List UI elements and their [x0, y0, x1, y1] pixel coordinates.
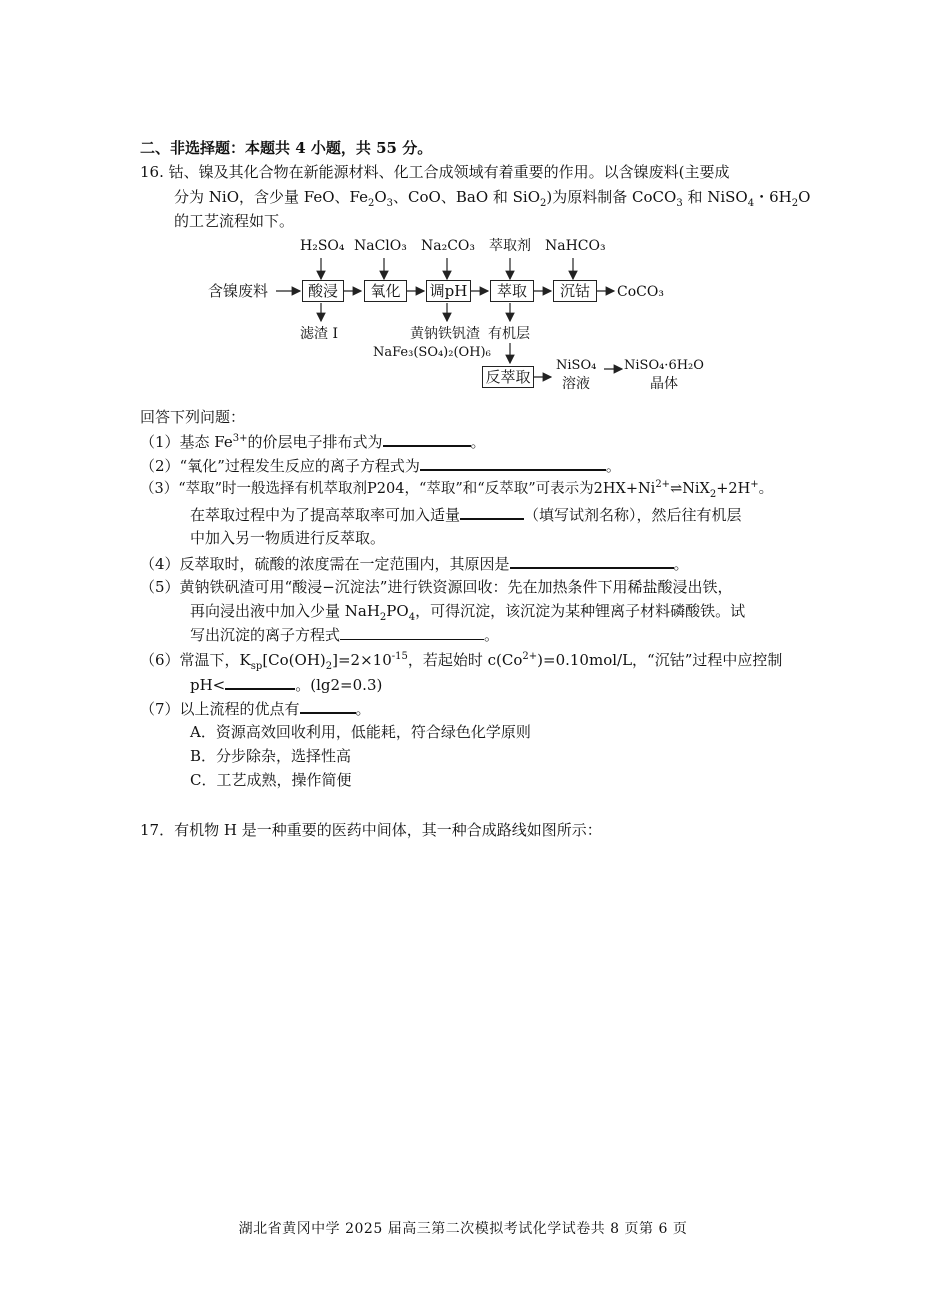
page-footer: 湖北省黄冈中学 2025 届高三第二次模拟考试化学试卷共 8 页第 6 页: [238, 1221, 688, 1237]
q16-sub5-line-3: 写出沉淀的离子方程式 。: [190, 626, 500, 644]
flow-step-back-extract: 反萃取: [482, 366, 534, 388]
flow-step-oxidize: 氧化: [364, 280, 407, 302]
answer-blank-1[interactable]: [383, 431, 471, 447]
q16-sub3-line-2: 在萃取过程中为了提高萃取率可加入适量 （填写试剂名称），然后往有机层: [190, 506, 742, 524]
q16-number: 16.: [140, 163, 164, 181]
answer-blank-5[interactable]: [340, 625, 484, 640]
niso4-solution-top: NiSO₄: [556, 358, 597, 373]
niso4-crystal-top: NiSO₄·6H₂O: [624, 358, 704, 373]
q16-sub7: （7）以上流程的优点有 。: [140, 700, 371, 718]
q16-sub5-line-1: （5）黄钠铁矾渣可用“酸浸−沉淀法”进行铁资源回收：先在加热条件下用稀盐酸浸出铁，: [140, 578, 733, 596]
answer-blank-7[interactable]: [300, 698, 356, 714]
flow-step-extract: 萃取: [490, 280, 534, 302]
waste-jarosite: 黄钠铁钒渣: [410, 326, 480, 342]
answer-blank-6[interactable]: [225, 674, 295, 690]
organic-layer: 有机层: [488, 326, 530, 342]
product-coco3: CoCO₃: [617, 284, 664, 300]
answer-prompt: 回答下列问题：: [140, 408, 246, 426]
q16-sub1: （1）基态 $Fe^{3+}$的价层电子排布式为 。: [140, 433, 486, 451]
niso4-solution-bottom: 溶液: [562, 376, 590, 392]
answer-blank-3[interactable]: [460, 504, 524, 520]
waste-residue-1: 滤渣 I: [300, 326, 338, 342]
reagent-na2co3: Na₂CO₃: [421, 238, 476, 254]
option-a: A．资源高效回收利用，低能耗，符合绿色化学原则: [190, 723, 531, 741]
reagent-h2so4: H₂SO₄: [300, 238, 345, 254]
section-header: 二、非选择题：本题共 4 小题，共 55 分。: [140, 139, 433, 157]
q16-sub3-line-1: （3）“萃取”时一般选择有机萃取剂P204，“萃取”和“反萃取”可表示为$2HX+Ni^{2+}\rightleftharpoons NiX_2+2H^+$。: [140, 479, 774, 500]
q16-intro-line-2: 分为 NiO，含少量 FeO、$Fe_2O_3$、CoO、BaO 和 SiO$_2$)为原料制备 CoCO$_3$ 和 NiSO$_4$・$6H_2O$: [174, 188, 811, 209]
option-c: C．工艺成熟，操作简便: [190, 771, 352, 789]
q16-sub4: （4）反萃取时，硫酸的浓度需在一定范围内，其原因是 。: [140, 555, 689, 573]
reagent-extractant: 萃取剂: [489, 238, 531, 254]
flow-step-acid-leach: 酸浸: [302, 280, 344, 302]
flow-step-precipitate-cobalt: 沉钴: [553, 280, 597, 302]
flow-step-adjust-ph: 调pH: [426, 280, 471, 302]
q16-intro-line-3: 的工艺流程如下。: [174, 212, 295, 230]
q16-sub2: （2）“氧化”过程发生反应的离子方程式为 。: [140, 457, 621, 475]
reagent-naclo3: NaClO₃: [354, 238, 407, 254]
answer-blank-4[interactable]: [510, 553, 674, 569]
q16-sub6-line-1: （6）常温下，$K_{sp}[Co(OH)_2]=2\times 10^{-15}$，若起始时 $c(Co^{2+})=0.10mol/L$，“沉钴”过程中应控制: [140, 651, 783, 672]
q16-intro-text: 钴、镍及其化合物在新能源材料、化工合成领域有着重要的作用。以含镍废料(主要成: [168, 163, 730, 181]
q16-sub3-line-3: 中加入另一物质进行反萃取。: [190, 529, 386, 547]
flow-start-label: 含镍废料: [208, 282, 269, 300]
reagent-nahco3: NaHCO₃: [545, 238, 606, 254]
q17-text: 17．有机物 H 是一种重要的医药中间体，其一种合成路线如图所示：: [140, 821, 602, 839]
jarosite-formula: NaFe₃(SO₄)₂(OH)₆: [373, 345, 491, 360]
q16-sub5-line-2: 再向浸出液中加入少量 $NaH_2PO_4$，可得沉淀，该沉淀为某种锂离子材料磷酸铁。试: [190, 602, 746, 623]
option-b: B．分步除杂，选择性高: [190, 747, 352, 765]
niso4-crystal-bottom: 晶体: [650, 376, 678, 392]
answer-blank-2[interactable]: [420, 455, 606, 471]
q16-sub6-line-2: pH< 。(lg2=0.3): [190, 676, 383, 694]
